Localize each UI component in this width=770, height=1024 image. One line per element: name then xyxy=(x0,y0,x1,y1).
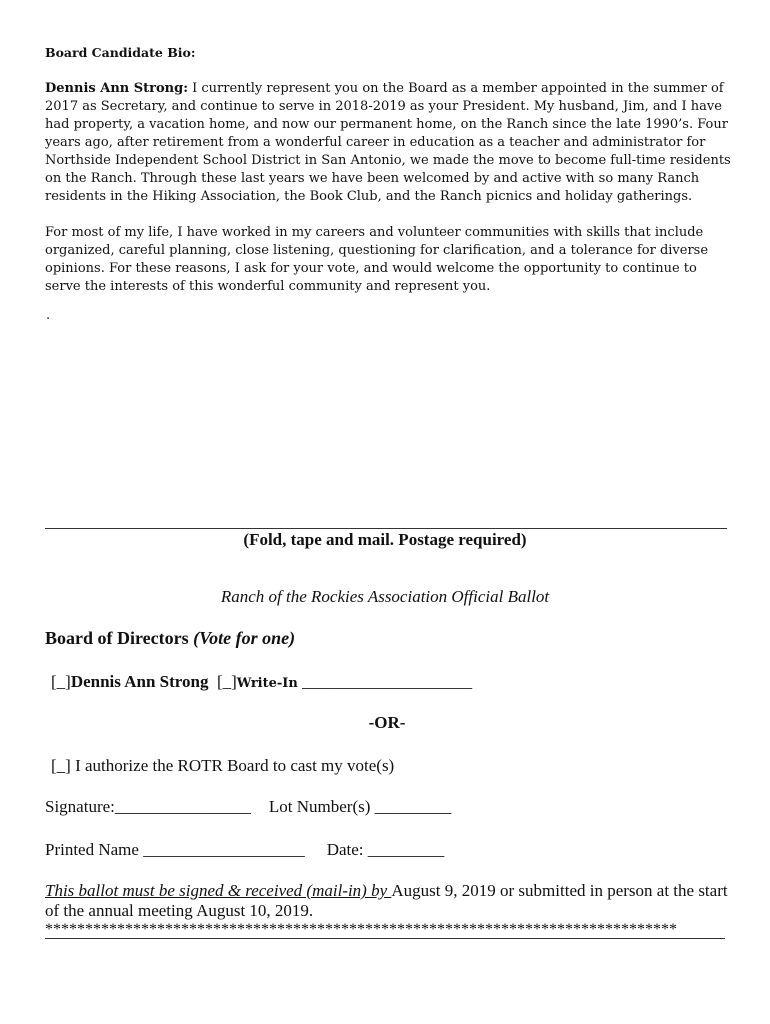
signature-field[interactable]: Signature:________________ xyxy=(45,797,251,816)
vote-instruction: (Vote for one) xyxy=(193,628,296,648)
board-heading xyxy=(45,628,295,649)
bio-paragraph-1 xyxy=(45,80,735,206)
authorize-text: I authorize the ROTR Board to cast my vote(s) xyxy=(70,756,395,775)
or-separator: -OR- xyxy=(368,713,406,732)
bio-heading: Board Candidate Bio: xyxy=(45,45,196,60)
authorize-checkbox[interactable]: [_] xyxy=(51,756,71,775)
signature-line xyxy=(45,797,451,817)
ballot-title: Ranch of the Rockies Association Official Ballot xyxy=(220,587,550,606)
candidate-name-option: Dennis Ann Strong xyxy=(70,672,209,691)
stray-mark: . xyxy=(46,308,51,323)
printed-name-line xyxy=(45,840,444,860)
bottom-rule xyxy=(45,938,725,939)
board-heading-text: Board of Directors xyxy=(45,628,189,648)
candidate-bio xyxy=(45,44,735,296)
date-field[interactable]: Date: _________ xyxy=(326,840,445,859)
authorize-line xyxy=(51,756,394,776)
deadline-text: August 9, 2019 or submitted in person at the start of the annual meeting August 10, 2019. xyxy=(45,881,728,920)
fold-instruction: (Fold, tape and mail. Postage required) xyxy=(243,530,527,549)
write-in-label: Write-In xyxy=(236,676,298,691)
candidate-checkbox[interactable]: [_] xyxy=(51,672,71,691)
write-in-field[interactable]: ____________________ xyxy=(297,672,473,691)
asterisk-divider: ******************************************************************************* xyxy=(45,921,677,938)
bio-paragraph-1-text: I currently represent you on the Board as a member appointed in the summer of 2017 as Secretary, and continue to serve in 2018-2019 as your President. My husband, Jim, and I have had property, a vacation home, and now our permanent home, on the Ranch since the late 1990’s. Four years ago, after retirement from a wonderful career in education as a teacher and administrator for Northside Independent School District in San Antonio, we made the move to become full-time residents on the Ranch. Through these last years we have been welcomed by and active with so many Ranch residents in the Hiking Association, the Book Club, and the Ranch picnics and holiday gatherings. xyxy=(45,81,731,204)
fold-divider xyxy=(45,528,727,529)
printed-name-field[interactable]: Printed Name ___________________ xyxy=(45,840,305,859)
write-in-checkbox[interactable]: [_] xyxy=(216,672,237,691)
deadline-emphasis: This ballot must be signed & received (mail-in) by xyxy=(45,881,392,900)
candidate-vote-line xyxy=(51,672,472,692)
candidate-name: Dennis Ann Strong: xyxy=(45,81,188,96)
deadline-notice xyxy=(45,881,735,921)
lot-number-field[interactable]: Lot Number(s) _________ xyxy=(268,797,452,816)
bio-paragraph-2: For most of my life, I have worked in my careers and volunteer communities with skills that include organized, careful planning, close listening, questioning for clarification, and a tolerance for diverse opinions. For these reasons, I ask for your vote, and would welcome the opportunity to continue to serve the interests of this wonderful community and represent you. xyxy=(45,225,709,294)
